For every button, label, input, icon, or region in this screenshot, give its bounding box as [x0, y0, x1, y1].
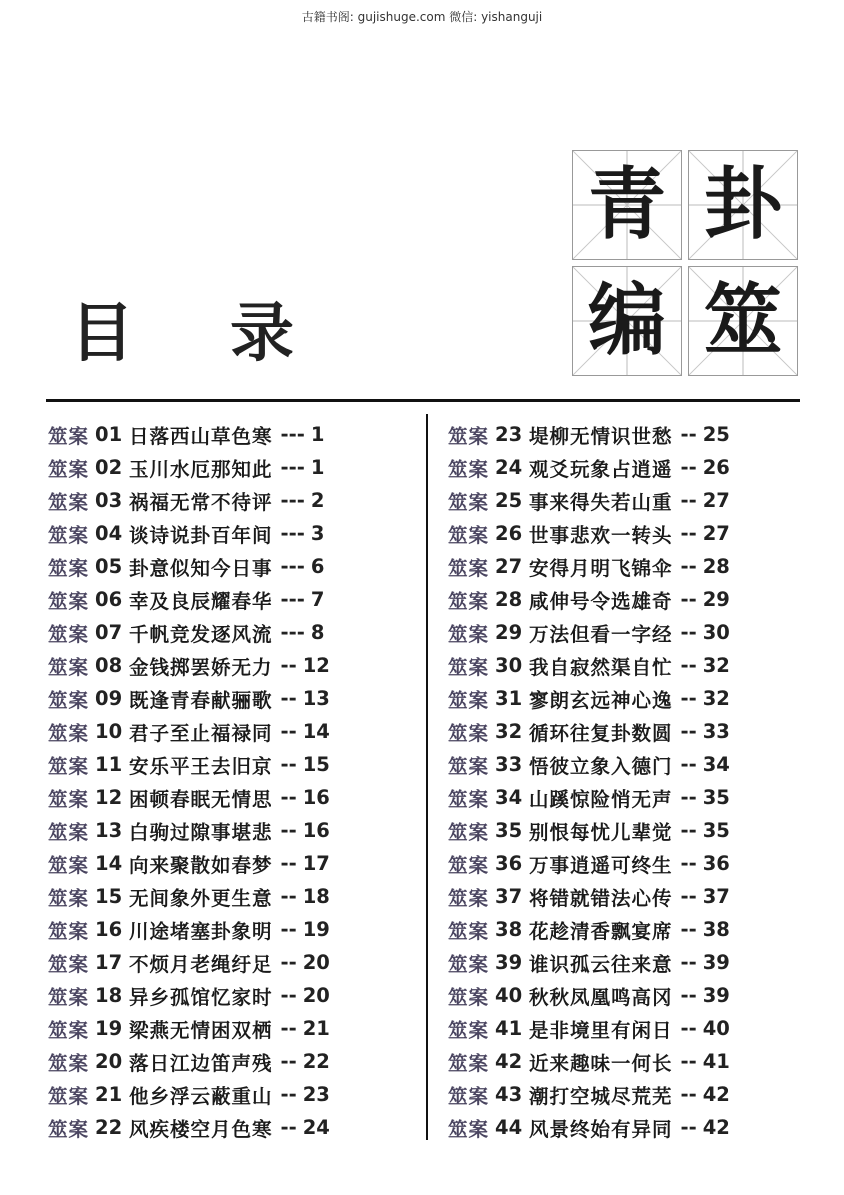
- horizontal-rule: [46, 399, 800, 402]
- entry-title: 循环往复卦数圆: [529, 721, 673, 745]
- toc-heading: [62, 288, 302, 371]
- toc-entry[interactable]: [448, 715, 808, 748]
- heading-char: 录: [230, 296, 294, 371]
- entry-title: 咸伸号令选雄奇: [529, 589, 673, 613]
- entry-number: 06: [95, 588, 123, 611]
- entry-leader: --: [680, 555, 697, 578]
- entry-number: 21: [95, 1083, 123, 1106]
- toc-entry[interactable]: [448, 946, 808, 979]
- entry-number: 30: [495, 654, 523, 677]
- entry-page: 2: [310, 489, 325, 512]
- entry-title: 万法但看一字经: [529, 622, 673, 646]
- entry-page: 7: [310, 588, 325, 611]
- entry-number: 22: [95, 1116, 123, 1139]
- entry-title: 潮打空城尽荒芜: [529, 1084, 673, 1108]
- entry-leader: --: [680, 951, 697, 974]
- entry-label: 筮案: [48, 1051, 90, 1075]
- entry-title: 玉川水厄那知此: [129, 457, 273, 481]
- entry-title: 花趁清香飘宴席: [529, 919, 673, 943]
- entry-page: 30: [702, 621, 730, 644]
- toc-entry[interactable]: [448, 979, 808, 1012]
- entry-number: 15: [95, 885, 123, 908]
- site-watermark: 古籍书阁: gujishuge.com 微信: yishanguji: [301, 10, 543, 24]
- entry-label: 筮案: [448, 1117, 490, 1141]
- toc-entry[interactable]: [448, 484, 808, 517]
- entry-number: 33: [495, 753, 523, 776]
- entry-title: 安乐平王去旧京: [129, 754, 273, 778]
- toc-entry[interactable]: [48, 517, 408, 550]
- entry-page: 32: [702, 687, 730, 710]
- entry-page: 3: [310, 522, 325, 545]
- entry-number: 44: [495, 1116, 523, 1139]
- entry-label: 筮案: [448, 688, 490, 712]
- entry-page: 16: [302, 819, 330, 842]
- entry-leader: --: [680, 1017, 697, 1040]
- entry-title: 悟彼立象入德门: [529, 754, 673, 778]
- entry-label: 筮案: [48, 886, 90, 910]
- toc-entry[interactable]: [448, 880, 808, 913]
- entry-label: 筮案: [448, 985, 490, 1009]
- entry-leader: --: [680, 687, 697, 710]
- entry-leader: --: [280, 687, 297, 710]
- entry-leader: --: [680, 456, 697, 479]
- entry-title: 是非境里有闲日: [529, 1018, 673, 1042]
- entry-title: 我自寂然渠自忙: [529, 655, 673, 679]
- entry-label: 筮案: [48, 523, 90, 547]
- entry-number: 25: [495, 489, 523, 512]
- entry-page: 35: [702, 819, 730, 842]
- entry-title: 近来趣味一何长: [529, 1051, 673, 1075]
- entry-number: 31: [495, 687, 523, 710]
- entry-leader: --: [680, 819, 697, 842]
- entry-label: 筮案: [448, 655, 490, 679]
- entry-leader: --: [680, 786, 697, 809]
- entry-page: 41: [702, 1050, 730, 1073]
- entry-label: 筮案: [48, 490, 90, 514]
- entry-number: 11: [95, 753, 123, 776]
- entry-number: 18: [95, 984, 123, 1007]
- toc-entry[interactable]: [448, 550, 808, 583]
- entry-page: 24: [302, 1116, 330, 1139]
- entry-number: 34: [495, 786, 523, 809]
- entry-number: 28: [495, 588, 523, 611]
- entry-number: 43: [495, 1083, 523, 1106]
- entry-leader: --: [280, 654, 297, 677]
- entry-leader: --: [280, 918, 297, 941]
- entry-leader: ---: [280, 489, 305, 512]
- entry-page: 39: [702, 951, 730, 974]
- entry-title: 事来得失若山重: [529, 490, 673, 514]
- entry-title: 落日江边笛声残: [129, 1051, 273, 1075]
- toc-entry[interactable]: [48, 682, 408, 715]
- toc-entry[interactable]: [448, 1078, 808, 1111]
- entry-leader: --: [680, 720, 697, 743]
- toc-entry[interactable]: [448, 847, 808, 880]
- entry-leader: --: [680, 621, 697, 644]
- entry-label: 筮案: [48, 754, 90, 778]
- entry-page: 35: [702, 786, 730, 809]
- toc-entry[interactable]: [48, 583, 408, 616]
- entry-title: 世事悲欢一转头: [529, 523, 673, 547]
- entry-label: 筮案: [48, 1117, 90, 1141]
- entry-page: 1: [310, 456, 325, 479]
- entry-title: 梁燕无情困双栖: [129, 1018, 273, 1042]
- entry-leader: --: [280, 1083, 297, 1106]
- entry-leader: --: [280, 786, 297, 809]
- entry-page: 23: [302, 1083, 330, 1106]
- toc-entry[interactable]: [48, 748, 408, 781]
- entry-leader: --: [280, 819, 297, 842]
- entry-title: 白驹过隙事堪悲: [129, 820, 273, 844]
- entry-number: 17: [95, 951, 123, 974]
- entry-number: 14: [95, 852, 123, 875]
- entry-page: 13: [302, 687, 330, 710]
- entry-title: 风景终始有异同: [529, 1117, 673, 1141]
- entry-leader: --: [680, 1083, 697, 1106]
- entry-leader: ---: [280, 423, 305, 446]
- title-char: 编: [587, 276, 666, 366]
- entry-title: 君子至止福禄同: [129, 721, 273, 745]
- entry-leader: ---: [280, 555, 305, 578]
- entry-page: 8: [310, 621, 325, 644]
- entry-number: 24: [495, 456, 523, 479]
- entry-number: 19: [95, 1017, 123, 1040]
- entry-number: 12: [95, 786, 123, 809]
- entry-label: 筮案: [448, 952, 490, 976]
- entry-number: 26: [495, 522, 523, 545]
- entry-page: 26: [702, 456, 730, 479]
- entry-number: 09: [95, 687, 123, 710]
- entry-page: 18: [302, 885, 330, 908]
- entry-label: 筮案: [448, 556, 490, 580]
- entry-leader: --: [280, 852, 297, 875]
- entry-label: 筮案: [448, 754, 490, 778]
- entry-number: 41: [495, 1017, 523, 1040]
- entry-leader: --: [680, 588, 697, 611]
- entry-title: 幸及良辰耀春华: [129, 589, 273, 613]
- title-char: 卦: [703, 160, 782, 250]
- toc-entry[interactable]: [448, 649, 808, 682]
- entry-label: 筮案: [448, 622, 490, 646]
- entry-label: 筮案: [48, 622, 90, 646]
- entry-leader: --: [680, 522, 697, 545]
- toc-entry[interactable]: [48, 913, 408, 946]
- entry-title: 别恨每忧儿辈觉: [529, 820, 673, 844]
- entry-label: 筮案: [448, 853, 490, 877]
- entry-title: 日落西山草色寒: [129, 424, 273, 448]
- entry-leader: --: [280, 885, 297, 908]
- entry-page: 39: [702, 984, 730, 1007]
- entry-title: 卦意似知今日事: [129, 556, 273, 580]
- entry-page: 29: [702, 588, 730, 611]
- entry-label: 筮案: [48, 1084, 90, 1108]
- title-cell: [688, 266, 798, 376]
- toc-entry[interactable]: [48, 550, 408, 583]
- entry-label: 筮案: [448, 1051, 490, 1075]
- entry-leader: --: [280, 984, 297, 1007]
- toc-entry[interactable]: [448, 1012, 808, 1045]
- entry-leader: --: [680, 984, 697, 1007]
- entry-page: 42: [702, 1083, 730, 1106]
- entry-page: 14: [302, 720, 330, 743]
- entry-number: 20: [95, 1050, 123, 1073]
- toc-entry[interactable]: [448, 517, 808, 550]
- entry-leader: ---: [280, 456, 305, 479]
- entry-page: 16: [302, 786, 330, 809]
- entry-page: 27: [702, 522, 730, 545]
- entry-page: 36: [702, 852, 730, 875]
- entry-number: 10: [95, 720, 123, 743]
- entry-number: 04: [95, 522, 123, 545]
- toc-entry[interactable]: [48, 1012, 408, 1045]
- entry-page: 34: [702, 753, 730, 776]
- entry-leader: --: [680, 753, 697, 776]
- entry-number: 05: [95, 555, 123, 578]
- entry-page: 28: [702, 555, 730, 578]
- entry-title: 他乡浮云蔽重山: [129, 1084, 273, 1108]
- toc-entry[interactable]: [448, 616, 808, 649]
- toc-entry[interactable]: [448, 682, 808, 715]
- entry-leader: --: [280, 720, 297, 743]
- toc-entry[interactable]: [48, 1045, 408, 1078]
- entry-label: 筮案: [48, 457, 90, 481]
- entry-page: 1: [310, 423, 325, 446]
- entry-label: 筮案: [448, 1018, 490, 1042]
- entry-leader: --: [680, 654, 697, 677]
- book-title-grid: [572, 150, 798, 376]
- entry-label: 筮案: [48, 787, 90, 811]
- entry-title: 困顿春眠无情思: [129, 787, 273, 811]
- toc-entry[interactable]: [48, 781, 408, 814]
- entry-page: 20: [302, 951, 330, 974]
- entry-leader: --: [680, 852, 697, 875]
- toc-entry[interactable]: [448, 451, 808, 484]
- entry-page: 19: [302, 918, 330, 941]
- entry-number: 03: [95, 489, 123, 512]
- entry-label: 筮案: [448, 589, 490, 613]
- entry-page: 25: [702, 423, 730, 446]
- entry-title: 金钱掷罢娇无力: [129, 655, 273, 679]
- entry-number: 08: [95, 654, 123, 677]
- entry-page: 22: [302, 1050, 330, 1073]
- entry-title: 观爻玩象占逍遥: [529, 457, 673, 481]
- entry-label: 筮案: [448, 1084, 490, 1108]
- entry-page: 12: [302, 654, 330, 677]
- title-cell: [572, 266, 682, 376]
- entry-title: 堤柳无情识世愁: [529, 424, 673, 448]
- entry-leader: --: [680, 918, 697, 941]
- toc-entry[interactable]: [448, 1045, 808, 1078]
- entry-number: 40: [495, 984, 523, 1007]
- entry-leader: --: [680, 423, 697, 446]
- entry-title: 万事逍遥可终生: [529, 853, 673, 877]
- entry-page: 40: [702, 1017, 730, 1040]
- title-char: 青: [587, 160, 666, 250]
- toc-column-left: [48, 418, 408, 1144]
- entry-title: 无间象外更生意: [129, 886, 273, 910]
- entry-label: 筮案: [448, 523, 490, 547]
- entry-label: 筮案: [448, 919, 490, 943]
- entry-number: 35: [495, 819, 523, 842]
- entry-title: 祸福无常不待评: [129, 490, 273, 514]
- entry-label: 筮案: [448, 886, 490, 910]
- entry-leader: --: [680, 1050, 697, 1073]
- entry-leader: --: [280, 1116, 297, 1139]
- entry-number: 39: [495, 951, 523, 974]
- entry-number: 16: [95, 918, 123, 941]
- toc-entry[interactable]: [448, 781, 808, 814]
- entry-title: 川途堵塞卦象明: [129, 919, 273, 943]
- entry-title: 谁识孤云往来意: [529, 952, 673, 976]
- entry-number: 07: [95, 621, 123, 644]
- entry-label: 筮案: [48, 589, 90, 613]
- entry-label: 筮案: [48, 853, 90, 877]
- entry-title: 风疾楼空月色寒: [129, 1117, 273, 1141]
- toc-entry[interactable]: [448, 814, 808, 847]
- toc-entry[interactable]: [48, 616, 408, 649]
- entry-label: 筮案: [48, 556, 90, 580]
- entry-label: 筮案: [448, 820, 490, 844]
- toc-entry[interactable]: [448, 583, 808, 616]
- entry-title: 既逢青春献骊歌: [129, 688, 273, 712]
- toc-entry[interactable]: [48, 880, 408, 913]
- entry-label: 筮案: [48, 952, 90, 976]
- entry-number: 29: [495, 621, 523, 644]
- entry-number: 36: [495, 852, 523, 875]
- toc-entry[interactable]: [448, 748, 808, 781]
- toc-entry[interactable]: [48, 715, 408, 748]
- entry-leader: --: [280, 1017, 297, 1040]
- column-divider: [426, 414, 428, 1140]
- entry-number: 37: [495, 885, 523, 908]
- entry-number: 23: [495, 423, 523, 446]
- entry-label: 筮案: [48, 1018, 90, 1042]
- toc-entry[interactable]: [48, 1078, 408, 1111]
- entry-page: 20: [302, 984, 330, 1007]
- entry-number: 38: [495, 918, 523, 941]
- entry-page: 21: [302, 1017, 330, 1040]
- entry-page: 32: [702, 654, 730, 677]
- entry-number: 02: [95, 456, 123, 479]
- entry-leader: ---: [280, 522, 305, 545]
- entry-number: 13: [95, 819, 123, 842]
- title-cell: [688, 150, 798, 260]
- entry-page: 6: [310, 555, 325, 578]
- entry-leader: ---: [280, 621, 305, 644]
- entry-page: 42: [702, 1116, 730, 1139]
- title-cell: [572, 150, 682, 260]
- entry-number: 32: [495, 720, 523, 743]
- entry-page: 27: [702, 489, 730, 512]
- entry-label: 筮案: [48, 820, 90, 844]
- entry-label: 筮案: [448, 490, 490, 514]
- entry-leader: --: [680, 885, 697, 908]
- entry-title: 千帆竞发逐风流: [129, 622, 273, 646]
- toc-entry[interactable]: [448, 913, 808, 946]
- entry-label: 筮案: [448, 721, 490, 745]
- entry-title: 秋秋凤凰鸣高冈: [529, 985, 673, 1009]
- toc-entry[interactable]: [448, 1111, 808, 1144]
- entry-leader: --: [680, 489, 697, 512]
- entry-title: 安得月明飞锦伞: [529, 556, 673, 580]
- entry-page: 37: [702, 885, 730, 908]
- entry-number: 42: [495, 1050, 523, 1073]
- entry-page: 15: [302, 753, 330, 776]
- entry-label: 筮案: [48, 721, 90, 745]
- toc-entry[interactable]: [48, 649, 408, 682]
- entry-label: 筮案: [48, 688, 90, 712]
- entry-number: 01: [95, 423, 123, 446]
- toc-entry[interactable]: [48, 1111, 408, 1144]
- heading-char: 目: [70, 296, 134, 371]
- entry-page: 17: [302, 852, 330, 875]
- entry-leader: --: [280, 951, 297, 974]
- entry-number: 27: [495, 555, 523, 578]
- entry-title: 谈诗说卦百年间: [129, 523, 273, 547]
- title-char: 筮: [703, 276, 782, 366]
- entry-label: 筮案: [448, 787, 490, 811]
- entry-leader: ---: [280, 588, 305, 611]
- entry-title: 不烦月老绳纡足: [129, 952, 273, 976]
- toc-entry[interactable]: [48, 484, 408, 517]
- toc-entry[interactable]: [48, 814, 408, 847]
- entry-label: 筮案: [448, 457, 490, 481]
- toc-entry[interactable]: [48, 847, 408, 880]
- toc-column-right: [448, 418, 808, 1144]
- entry-label: 筮案: [48, 655, 90, 679]
- entry-label: 筮案: [448, 424, 490, 448]
- entry-page: 38: [702, 918, 730, 941]
- entry-label: 筮案: [48, 424, 90, 448]
- entry-label: 筮案: [48, 919, 90, 943]
- toc-entry[interactable]: [48, 418, 408, 451]
- toc-entry[interactable]: [48, 979, 408, 1012]
- entry-leader: --: [680, 1116, 697, 1139]
- toc-entry[interactable]: [48, 451, 408, 484]
- entry-title: 寥朗玄远神心逸: [529, 688, 673, 712]
- entry-title: 将错就错法心传: [529, 886, 673, 910]
- entry-title: 山蹊惊险悄无声: [529, 787, 673, 811]
- entry-leader: --: [280, 1050, 297, 1073]
- entry-title: 异乡孤馆忆家时: [129, 985, 273, 1009]
- entry-title: 向来聚散如春梦: [129, 853, 273, 877]
- entry-label: 筮案: [48, 985, 90, 1009]
- entry-page: 33: [702, 720, 730, 743]
- toc-entry[interactable]: [48, 946, 408, 979]
- entry-leader: --: [280, 753, 297, 776]
- toc-entry[interactable]: [448, 418, 808, 451]
